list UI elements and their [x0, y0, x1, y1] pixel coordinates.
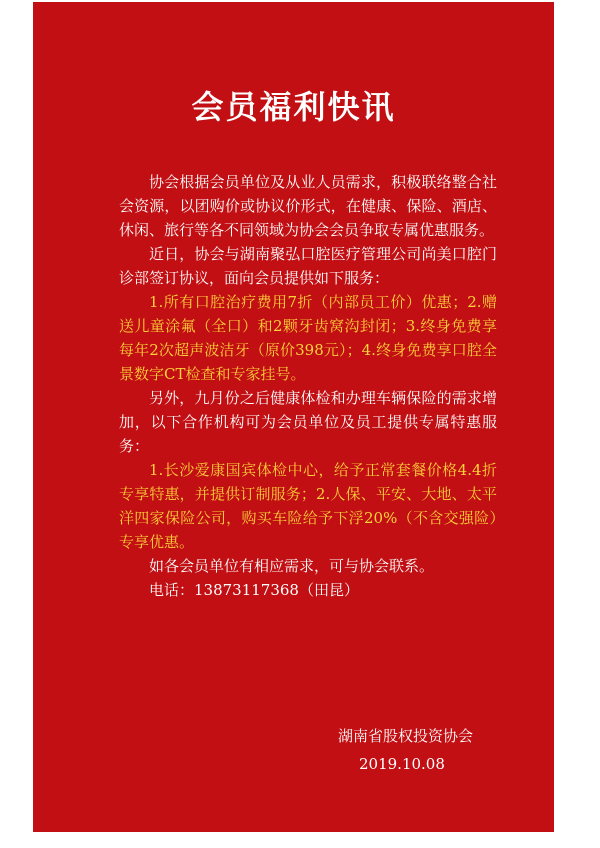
announcement-body — [119, 170, 497, 602]
health-insurance-benefits-paragraph: 1.长沙爱康国宾体检中心，给予正常套餐价格4.4折专享特惠，并提供订制服务；2.人保、平安、大地、太平洋四家保险公司，购买车险给予下浮20%（不含交强险）专享优惠。 — [119, 461, 497, 551]
dental-benefits-paragraph: 1.所有口腔治疗费用7折（内部员工价）优惠；2.赠送儿童涂氟（全口）和2颗牙齿窝沟封闭；3.终身免费享每年2次超声波洁牙（原价398元）；4.终身免费享口腔全景数字CT检查和专家挂号。 — [119, 293, 497, 383]
poster — [33, 2, 554, 832]
page-title: 会员福利快讯 — [191, 88, 396, 126]
contact-phone: 电话：13873117368（田昆） — [149, 581, 359, 599]
signature-date: 2019.10.08 — [359, 755, 445, 773]
contact-note: 如各会员单位有相应需求，可与协会联系。 — [149, 557, 435, 575]
agreement-paragraph: 近日，协会与湖南聚弘口腔医疗管理公司尚美口腔门诊部签订协议，面向会员提供如下服务： — [119, 245, 497, 287]
intro-paragraph: 协会根据会员单位及从业人员需求，积极联络整合社会资源，以团购价或协议价形式，在健康、保险、酒店、休闲、旅行等各不同领域为协会会员争取专属优惠服务。 — [119, 173, 497, 239]
signature-organization: 湖南省股权投资协会 — [338, 727, 474, 745]
additional-paragraph: 另外，九月份之后健康体检和办理车辆保险的需求增加，以下合作机构可为会员单位及员工提供专属特惠服务： — [119, 389, 497, 455]
